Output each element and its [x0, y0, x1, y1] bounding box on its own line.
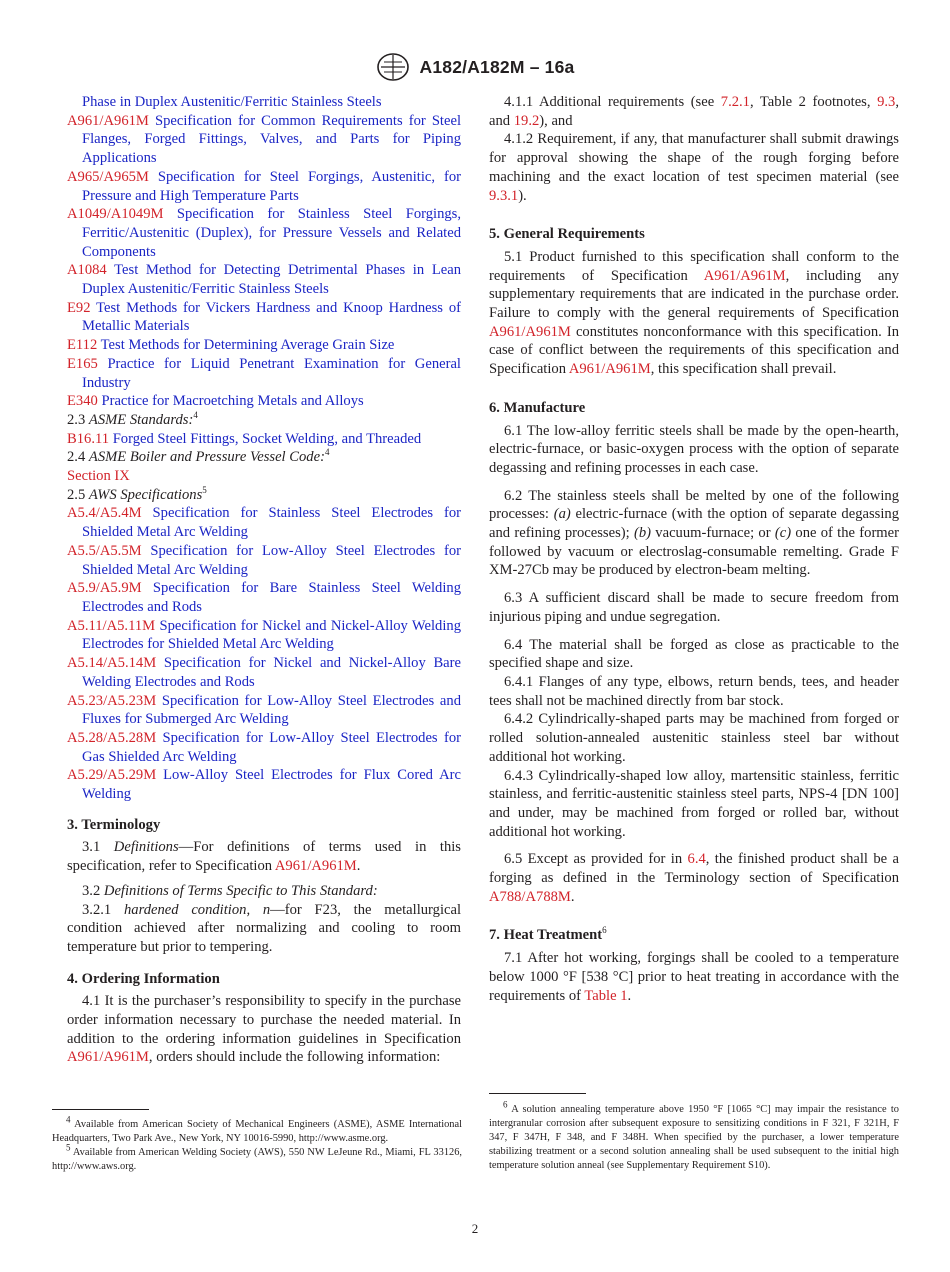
reference-code[interactable]: A965/A965M — [67, 168, 149, 185]
page-header — [0, 52, 950, 82]
paragraph-7-1: 7.1 After hot working, forgings shall be cooled to a temperature below 1000 °F [538 °C] prior to heat treating in accordance with the requirements of Table 1. — [489, 950, 899, 1004]
paragraph-6-4-2: 6.4.2 Cylindrically-shaped parts may be machined from forged or rolled solution-annealed austenitic stainless steel bar without additional hot working. — [489, 711, 899, 765]
footnote-divider-right — [489, 1093, 586, 1094]
reference-title[interactable]: Test Methods for Determining Average Grain Size — [100, 337, 395, 354]
link-7-2-1[interactable]: 7.2.1 — [720, 94, 750, 110]
paragraph-6-1: 6.1 The low-alloy ferritic steels shall be made by the open-hearth, electric-furnace, or basic-oxygen process with the option of separate degassing and refining processes in each case. — [489, 422, 899, 476]
link-a961[interactable]: A961/A961M — [489, 323, 571, 340]
link-19-2[interactable]: 19.2 — [513, 112, 540, 129]
reference-item[interactable] — [67, 336, 461, 355]
reference-code[interactable]: A5.14/A5.14M — [67, 655, 157, 672]
reference-item[interactable] — [67, 542, 461, 579]
reference-item[interactable] — [67, 392, 461, 411]
paragraph-6-4: 6.4 The material shall be forged as close as practicable to the specified shape and size. — [489, 636, 899, 672]
asme-standards-heading: 2.3 ASME Standards:$^4$ — [67, 410, 198, 428]
link-a788[interactable]: A788/A788M — [489, 888, 571, 905]
paragraph-3-1: 3.1 Definitions—For definitions of terms used in this specification, refer to Specification A961/A961M. — [67, 839, 461, 875]
reference-title[interactable]: Practice for Macroetching Metals and Alloys — [101, 393, 364, 410]
link-a961[interactable]: A961/A961M — [67, 1049, 149, 1066]
reference-section-ix[interactable]: Section IX — [67, 468, 130, 485]
reference-code[interactable]: A961/A961M — [67, 112, 149, 129]
paragraph-3-2-1: 3.2.1 hardened condition, n—for F23, the metallurgical condition achieved after normalizing and cooling to room temperature but prior to tempering. — [67, 901, 462, 955]
reference-code[interactable]: A5.11/A5.11M — [67, 617, 156, 634]
reference-title[interactable]: Test Method for Detecting Detrimental Phases in Lean Duplex Austenitic/Ferritic Stainless Steels — [82, 262, 461, 298]
reference-item[interactable] — [67, 299, 461, 336]
aws-specifications-heading: 2.5 AWS Specifications$^5$ — [67, 484, 207, 503]
link-a961[interactable]: A961/A961M — [703, 267, 786, 284]
link-a961[interactable]: A961/A961M — [274, 858, 357, 875]
reference-title[interactable]: Test Methods for Vickers Hardness and Knoop Hardness of Metallic Materials — [82, 299, 462, 335]
paragraph-6-2: 6.2 The stainless steels shall be melted by one of the following processes: (a) electric-furnace (with the option of separate degassing and refining processes); (b) vacuum-furnace; or (c) one of the former followed by vacuum or electroslag-consumable remelting. Grade F XM-27Cb may be produced by electron-beam melting. — [489, 487, 900, 579]
reference-title[interactable]: Specification for Stainless Steel Electrodes for Shielded Metal Arc Welding — [82, 505, 461, 541]
reference-item[interactable] — [67, 355, 461, 392]
reference-item[interactable] — [67, 766, 461, 803]
reference-title[interactable]: Specification for Nickel and Nickel-Alloy Welding Electrodes for Shielded Metal Arc Welding — [82, 617, 462, 653]
reference-code[interactable]: A5.23/A5.23M — [67, 692, 157, 709]
reference-b16-11[interactable]: B16.11 Forged Steel Fittings, Socket Welding, and Threaded — [67, 430, 422, 447]
paragraph-3-2: 3.2 Definitions of Terms Specific to This Standard: — [82, 882, 378, 899]
reference-item[interactable] — [67, 112, 461, 168]
reference-code[interactable]: A5.4/A5.4M — [67, 505, 142, 522]
section-6-heading: 6. Manufacture — [489, 399, 586, 416]
reference-code[interactable]: A5.9/A5.9M — [67, 580, 142, 597]
footnote-6: $^6$ A solution annealing temperature above 1950 °F [1065 °C] may impair the resistance to intergranular corrosion after subsequent exposure to sensitizing conditions in F 321, F 321H, F 347, F 347H, F 348, and F 348H. When specified by the purchaser, a lower temperature stabilizing treatment or a second solution annealing shall be used subsequent to the initial high temperature solution anneal (see Supplementary Requirement S10). — [489, 1099, 899, 1172]
aws-references-list — [67, 504, 461, 803]
reference-title[interactable]: Specification for Low-Alloy Steel Electrodes and Fluxes for Submerged Arc Welding — [82, 692, 461, 728]
paragraph-4-1: 4.1 It is the purchaser’s responsibility to specify in the purchase order information necessary to purchase the needed material. In addition to the ordering information guidelines in Specification A961/A961M, orders should include the following information: — [67, 993, 461, 1066]
link-6-4[interactable]: 6.4 — [687, 851, 706, 868]
reference-code[interactable]: E165 — [67, 355, 98, 372]
paragraph-5-1: 5.1 Product furnished to this specification shall conform to the requirements of Specification A961/A961M, including any supplementary requirements that are indicated in the purchase order. Failure to comply with the general requirements of Specification A961/A961M constitutes nonconformance with this specification. In case of conflict between the requirements of this specification and Specification A961/A961M, this specification shall prevail. — [489, 248, 899, 378]
reference-code[interactable]: E340 — [67, 393, 98, 410]
reference-item[interactable] — [67, 617, 461, 654]
reference-title[interactable]: Practice for Liquid Penetrant Examination for General Industry — [82, 355, 461, 391]
reference-item[interactable] — [67, 692, 461, 729]
link-9-3[interactable]: 9.3 — [877, 94, 896, 110]
reference-title[interactable]: Specification for Low-Alloy Steel Electrodes for Gas Shielded Arc Welding — [82, 729, 461, 765]
reference-code[interactable]: A5.28/A5.28M — [67, 729, 157, 746]
section-4-heading: 4. Ordering Information — [67, 970, 220, 987]
referenced-documents-list — [67, 93, 461, 411]
reference-item[interactable] — [67, 654, 461, 691]
reference-item[interactable] — [67, 205, 461, 261]
reference-title[interactable]: Specification for Steel Forgings, Austenitic, for Pressure and High Temperature Parts — [82, 168, 461, 204]
reference-code[interactable]: E92 — [67, 299, 91, 316]
link-a961[interactable]: A961/A961M — [568, 361, 651, 378]
paragraph-6-4-1: 6.4.1 Flanges of any type, elbows, return bends, tees, and header tees shall not be machined directly from bar stock. — [489, 673, 899, 709]
reference-title[interactable]: Specification for Low-Alloy Steel Electrodes for Shielded Metal Arc Welding — [82, 542, 461, 578]
link-table-1[interactable]: Table 1 — [584, 987, 628, 1004]
reference-title[interactable]: Specification for Stainless Steel Forgings, Ferritic/Austenitic (Duplex), for Pressure Vessels and Related Components — [82, 206, 461, 260]
reference-item[interactable] — [67, 93, 461, 112]
link-9-3-1[interactable]: 9.3.1 — [489, 187, 519, 204]
reference-code[interactable]: E112 — [67, 337, 98, 354]
reference-code[interactable]: A1049/A1049M — [67, 206, 164, 223]
bpvc-heading: 2.4 ASME Boiler and Pressure Vessel Code:$^4$ — [67, 447, 330, 466]
footnotes-right — [489, 1099, 899, 1173]
reference-item[interactable] — [67, 261, 461, 298]
reference-code[interactable]: A1084 — [67, 262, 107, 279]
astm-logo-icon — [376, 52, 410, 82]
reference-item[interactable] — [67, 168, 461, 205]
reference-item[interactable] — [67, 729, 461, 766]
footnote-divider-left — [52, 1109, 149, 1110]
paragraph-6-5: 6.5 Except as provided for in 6.4, the finished product shall be a forging as defined in the Terminology section of Specification A788/A788M. — [489, 851, 899, 905]
standard-designation: A182/A182M – 16a — [419, 56, 575, 77]
page-number: 2 — [471, 1221, 479, 1236]
paragraph-6-4-3: 6.4.3 Cylindrically-shaped low alloy, martensitic stainless, ferritic stainless, and ferritic-austenitic stainless steel parts, NPS-4 [DN 100] and under, may be machined from forged or rolled bar, without additional hot working. — [489, 767, 899, 840]
right-column — [489, 93, 899, 1005]
reference-title[interactable]: Specification for Nickel and Nickel-Alloy Bare Welding Electrodes and Rods — [82, 655, 461, 690]
reference-title[interactable]: Phase in Duplex Austenitic/Ferritic Stainless Steels — [82, 94, 382, 110]
reference-item[interactable] — [67, 504, 461, 541]
section-5-heading: 5. General Requirements — [489, 226, 645, 243]
footnotes-left — [52, 1114, 462, 1174]
section-7-heading: 7. Heat Treatment$^6$ — [489, 925, 607, 944]
reference-title[interactable]: Specification for Common Requirements for Steel Flanges, Forged Fittings, Valves, and Parts for Piping Applications — [82, 112, 461, 167]
footnote-5: $^5$ Available from American Welding Society (AWS), 550 NW LeJeune Rd., Miami, FL 33126, http://www.aws.org. — [52, 1142, 462, 1173]
left-column — [67, 93, 461, 1067]
reference-item[interactable] — [67, 579, 461, 616]
paragraph-6-3: 6.3 A sufficient discard shall be made to secure freedom from injurious piping and undue segregation. — [489, 590, 899, 625]
paragraph-4-1-2: 4.1.2 Requirement, if any, that manufacturer shall submit drawings for approval showing the shape of the rough forging before machining and the exact location of test specimen material (see 9.3.1). — [489, 131, 899, 204]
reference-title[interactable]: Low-Alloy Steel Electrodes for Flux Cored Arc Welding — [82, 767, 461, 803]
footnote-4: $^4$ Available from American Society of Mechanical Engineers (ASME), ASME International Headquarters, Two Park Ave., New York, NY 10016-5990, http://www.asme.org. — [52, 1114, 462, 1145]
reference-code[interactable]: A5.29/A5.29M — [67, 767, 157, 784]
reference-title[interactable]: Specification for Bare Stainless Steel Welding Electrodes and Rods — [82, 580, 461, 615]
reference-code[interactable]: A5.5/A5.5M — [67, 542, 142, 559]
paragraph-4-1-1: 4.1.1 Additional requirements (see 7.2.1, Table 2 footnotes, 9.3, and 19.2), and — [489, 94, 899, 129]
section-3-heading: 3. Terminology — [67, 816, 161, 833]
